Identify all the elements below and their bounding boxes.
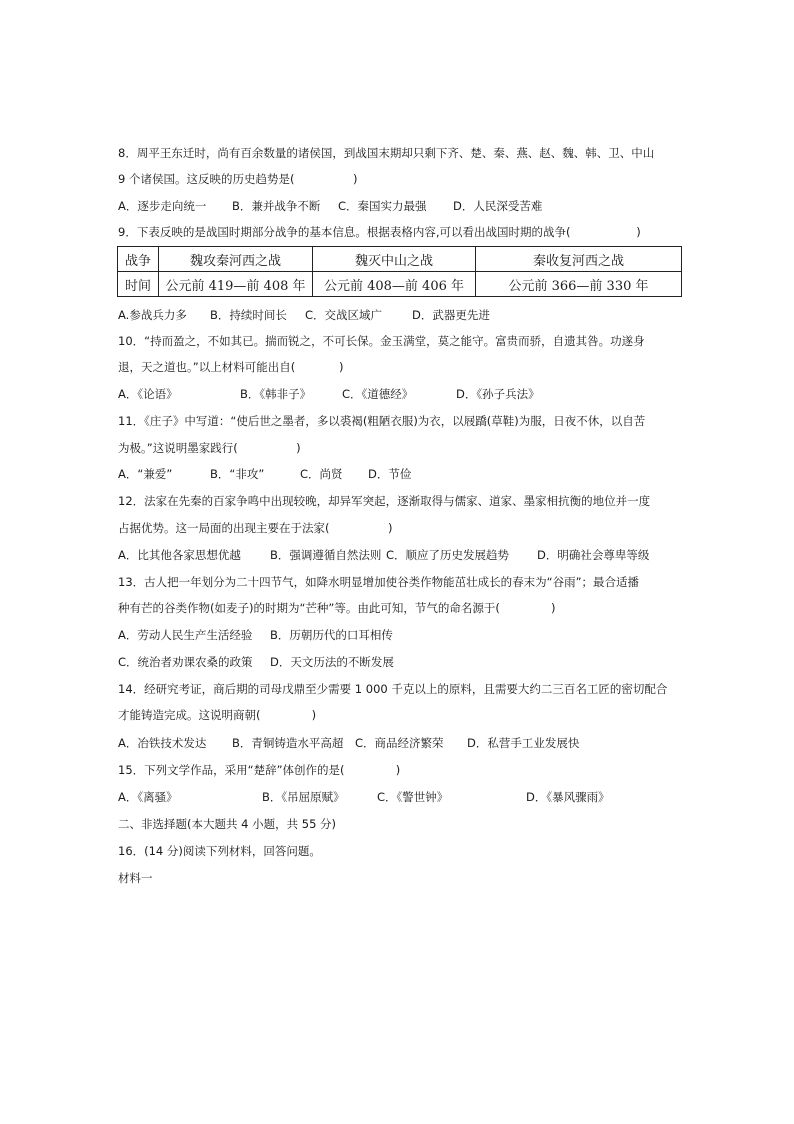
q14-stem-line2: 才能铸造完成。这说明商朝( ) xyxy=(118,708,317,722)
q11-option-d: D．节俭 xyxy=(368,467,412,481)
q15-option-d: D．《暴风骤雨》 xyxy=(526,790,610,804)
q15-option-a: A．《离骚》 xyxy=(118,790,178,804)
q10-option-d: D．《孙子兵法》 xyxy=(456,387,540,401)
q8-option-d: D．人民深受苦难 xyxy=(453,199,543,213)
q10-option-c: C．《道德经》 xyxy=(342,387,414,401)
q8-option-b: B．兼并战争不断 xyxy=(232,199,321,213)
q13-option-d: D．天文历法的不断发展 xyxy=(270,655,394,669)
section-heading: 二、非选择题(本大题共 4 小题，共 55 分) xyxy=(118,817,337,831)
q14-option-d: D．私营手工业发展快 xyxy=(467,736,580,750)
table-header-time: 时间 xyxy=(118,272,159,297)
q11-stem-line1: 11．《庄子》中写道：“使后世之墨者，多以裘褐(粗陋衣服)为衣，以屐蹻(草鞋)为服，日夜不休，以自苦 xyxy=(118,414,646,428)
table-cell: 公元前 366—前 330 年 xyxy=(476,272,682,297)
q8-stem-line1: 8．周平王东迁时，尚有百余数量的诸侯国，到战国末期却只剩下齐、楚、秦、燕、赵、魏、韩、卫、中山 xyxy=(118,146,655,160)
q13-option-b: B．历朝历代的口耳相传 xyxy=(270,628,393,642)
q13-stem-line1: 13．古人把一年划分为二十四节气，如降水明显增加使谷类作物能茁壮成长的春末为“谷雨”；最合适播 xyxy=(118,575,640,589)
q12-option-a: A．比其他各家思想优越 xyxy=(118,548,241,562)
q8-stem-line2: 9 个诸侯国。这反映的历史趋势是( ) xyxy=(118,172,358,186)
table-header-war: 战争 xyxy=(118,247,159,272)
q10-stem-line2: 退，天之道也。”以上材料可能出自( ) xyxy=(118,360,344,374)
table-cell: 公元前 419—前 408 年 xyxy=(159,272,313,297)
q15-stem: 15．下列文学作品，采用“楚辞”体创作的是( ) xyxy=(118,763,401,777)
q8-option-a: A．逐步走向统一 xyxy=(118,199,207,213)
q11-option-b: B．“非攻” xyxy=(210,467,265,481)
q12-option-b: B．强调遵循自然法则 xyxy=(270,548,382,562)
q14-stem-line1: 14．经研究考证，商后期的司母戊鼎至少需要 1 000 千克以上的原料，且需要大约二三百名工匠的密切配合 xyxy=(118,682,668,696)
q9-option-d: D．武器更先进 xyxy=(412,308,490,322)
q13-stem-line2: 种有芒的谷类作物(如麦子)的时期为“芒种”等。由此可知，节气的命名源于( ) xyxy=(118,601,556,615)
q8-option-c: C．秦国实力最强 xyxy=(338,199,427,213)
q9-option-c: C．交战区域广 xyxy=(305,308,383,322)
q12-option-d: D．明确社会尊卑等级 xyxy=(537,548,650,562)
q12-option-c: C．顺应了历史发展趋势 xyxy=(386,548,510,562)
q13-option-c: C．统治者劝课农桑的政策 xyxy=(118,655,253,669)
q12-stem-line2: 占据优势。这一局面的出现主要在于法家( ) xyxy=(118,521,393,535)
q16-stem: 16．(14 分)阅读下列材料，回答问题。 xyxy=(118,844,321,858)
q10-option-b: B．《韩非子》 xyxy=(240,387,312,401)
q9-stem: 9．下表反映的是战国时期部分战争的基本信息。根据表格内容,可以看出战国时期的战争( ) xyxy=(118,225,641,239)
q12-stem-line1: 12．法家在先秦的百家争鸣中出现较晚，却异军突起，逐渐取得与儒家、道家、墨家相抗衡的地位并一度 xyxy=(118,494,651,508)
table-row xyxy=(118,272,682,297)
q15-option-c: C．《警世钟》 xyxy=(377,790,449,804)
q14-option-b: B．青铜铸造水平高超 xyxy=(232,736,344,750)
q11-option-c: C．尚贤 xyxy=(300,467,343,481)
q9-option-a: A.参战兵力多 xyxy=(118,308,187,322)
q15-option-b: B．《吊屈原赋》 xyxy=(262,790,345,804)
q11-option-a: A．“兼爱” xyxy=(118,467,173,481)
table-row xyxy=(118,247,682,272)
q11-stem-line2: 为极。”这说明墨家践行( ) xyxy=(118,441,301,455)
war-info-table xyxy=(117,246,682,297)
table-cell: 秦收复河西之战 xyxy=(476,247,682,272)
q10-stem-line1: 10．“持而盈之，不如其已。揣而锐之，不可长保。金玉满堂，莫之能守。富贵而骄，自遗其咎。功遂身 xyxy=(118,334,645,348)
q9-option-b: B．持续时间长 xyxy=(210,308,287,322)
material-label: 材料一 xyxy=(118,871,153,885)
table-cell: 魏攻秦河西之战 xyxy=(159,247,313,272)
q14-option-c: C．商品经济繁荣 xyxy=(355,736,444,750)
q13-option-a: A．劳动人民生产生活经验 xyxy=(118,628,253,642)
table-cell: 公元前 408—前 406 年 xyxy=(313,272,476,297)
q10-option-a: A．《论语》 xyxy=(118,387,178,401)
table-cell: 魏灭中山之战 xyxy=(313,247,476,272)
q14-option-a: A．冶铁技术发达 xyxy=(118,736,207,750)
